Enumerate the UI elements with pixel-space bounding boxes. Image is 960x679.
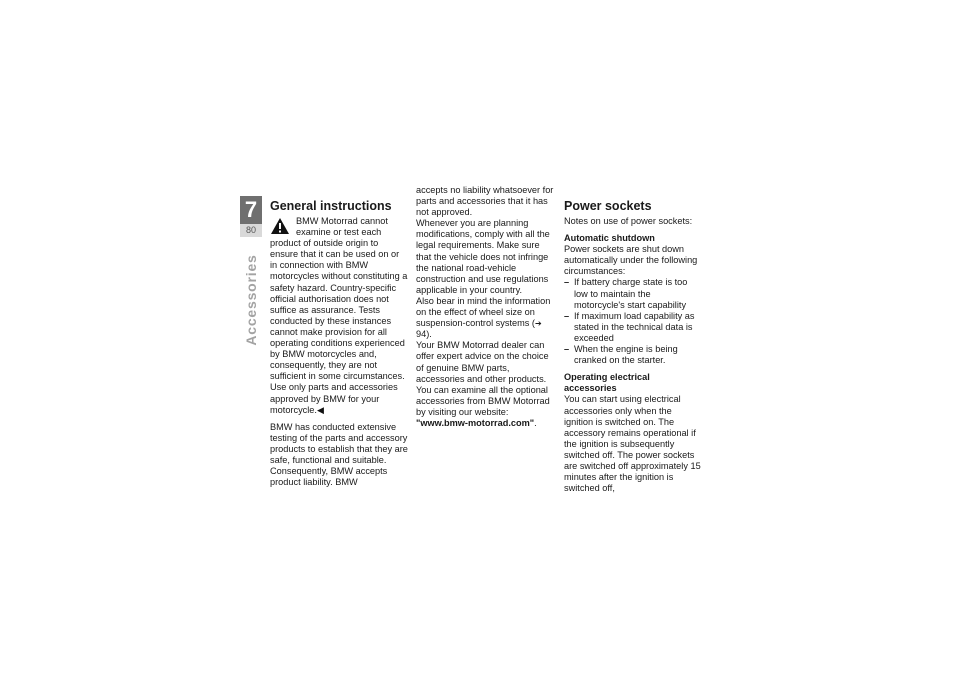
website-link[interactable]: "www.bmw-motorrad.com" — [416, 417, 535, 428]
wheel-size-text: Also bear in mind the information on the effect of wheel size on suspension-control systems (➔ 94). — [416, 295, 551, 340]
list-item: – If battery charge state is too low to maintain the motorcycle's start capability — [564, 277, 702, 310]
chapter-tab — [240, 196, 262, 240]
chapter-number: 7 — [240, 196, 262, 224]
liability-text-part1: BMW has conducted extensive testing of the parts and accessory products to establish that they are safe, functional and suitable. Consequently, BMW accepts product liability. BMW — [270, 421, 408, 488]
operating-accessories-text: You can start using electrical accessories only when the ignition is switched on. The accessory remains operational if the ignition is subsequently switched off. The power sockets are switched off approximately 15 minutes after the ignition is switched off, — [564, 394, 701, 494]
automatic-shutdown-heading: Automatic shutdown — [564, 233, 655, 244]
list-item: – When the engine is being cranked on the starter. — [564, 344, 702, 366]
dealer-advice-text: Your BMW Motorrad dealer can offer expert advice on the choice of genuine BMW parts, accessories and other products. — [416, 340, 549, 384]
list-item: – If maximum load capability as stated in the technical data is exceeded — [564, 311, 702, 344]
page-reference: 94 — [416, 329, 427, 340]
automatic-shutdown-text: Power sockets are shut down automatically under the following circumstances: — [564, 244, 698, 277]
column-3 — [564, 199, 702, 494]
chapter-title: Accessories — [243, 254, 259, 346]
column-2 — [416, 185, 554, 429]
power-sockets-heading: Power sockets — [564, 199, 652, 213]
page-ref-arrow-icon: ➔ — [534, 319, 542, 329]
warning-text: BMW Motorrad cannot examine or test each product of outside origin to ensure that it can be used on or in connection with BMW motorcycles without constituting a safety hazard. Country-specific official authorisation does not suffice as assurance. Tests conducted by these instances cannot make provision for all operating conditions experienced by BMW motorcycles and, consequently, they are not sufficient in some circumstances. Use only parts and accessories approved by BMW for your motorcycle.◀ — [270, 216, 408, 415]
website-text: You can examine all the optional accessories from BMW Motorrad by visiting our website: "www.bmw-motorrad.com". — [416, 384, 550, 428]
legal-requirements-text: Whenever you are planning modifications, comply with all the legal requirements. Make sure that the vehicle does not infringe the national road-vehicle construction and use regulations applicable in your country. — [416, 218, 550, 295]
liability-text-part2: accepts no liability whatsoever for parts and accessories that it has not approved. — [416, 185, 554, 218]
end-mark-icon: ◀ — [316, 404, 324, 415]
column-1 — [270, 199, 408, 488]
general-instructions-heading: General instructions — [270, 199, 392, 213]
operating-accessories-heading: Operating electrical accessories — [564, 372, 650, 394]
page-number: 80 — [240, 224, 262, 237]
power-sockets-intro: Notes on use of power sockets: — [564, 216, 693, 226]
shutdown-conditions-list — [564, 277, 702, 366]
warning-triangle-icon — [270, 217, 290, 235]
